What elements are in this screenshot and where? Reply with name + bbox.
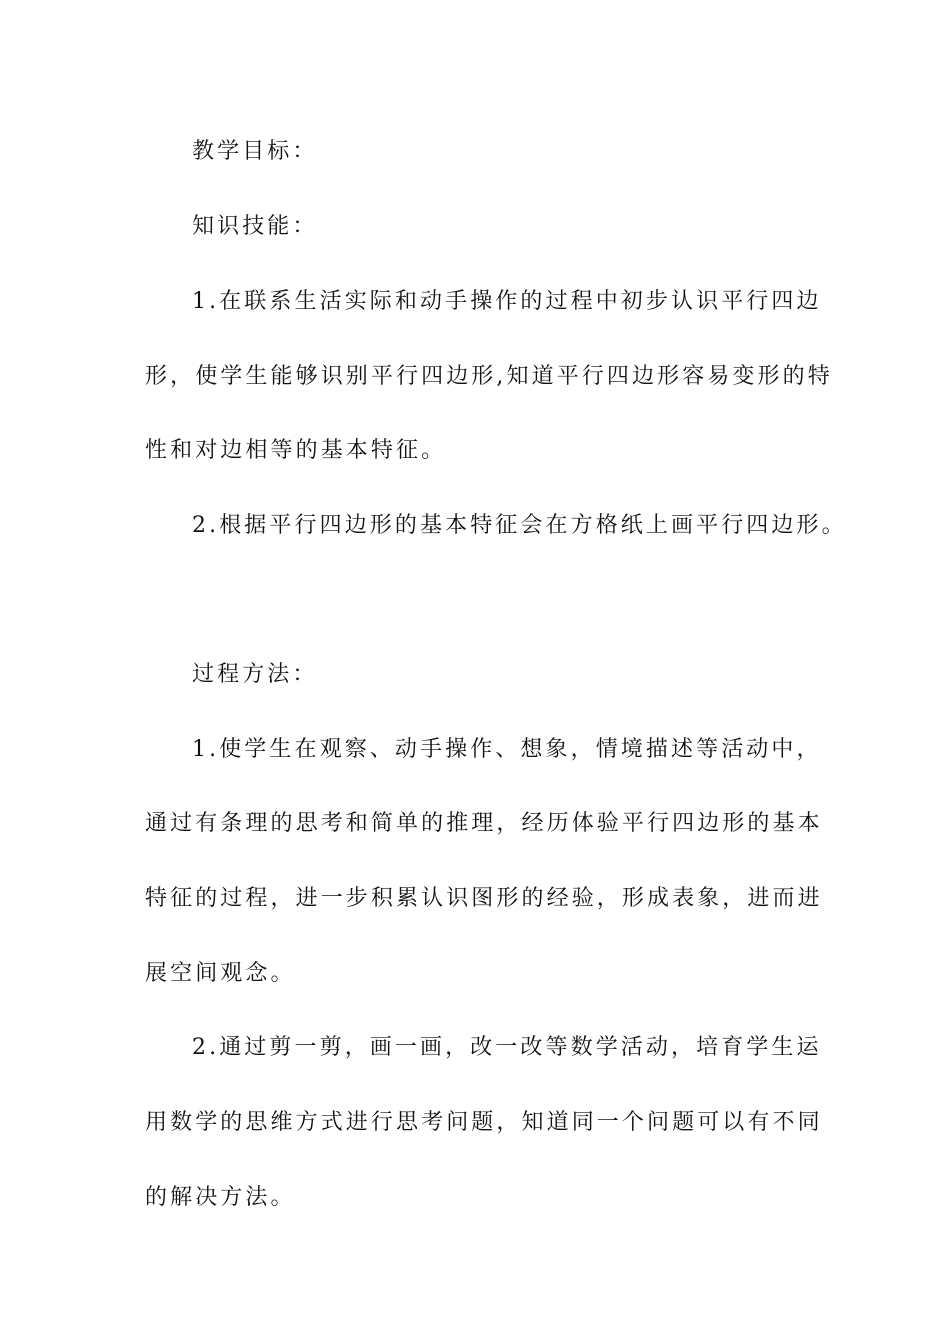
paragraph-line: 用数学的思维方式进行思考问题，知道同一个问题可以有不同	[145, 1110, 823, 1135]
paragraph-line: 2.根据平行四边形的基本特征会在方格纸上画平行四边形。	[192, 513, 847, 538]
heading-teaching-objectives: 教学目标：	[192, 139, 318, 164]
paragraph-line: 通过有条理的思考和简单的推理，经历体验平行四边形的基本	[145, 811, 823, 836]
paragraph-line: 的解决方法。	[145, 1185, 296, 1210]
paragraph-line: 形，使学生能够识别平行四边形,知道平行四边形容易变形的特	[145, 364, 833, 389]
paragraph-line: 1.在联系生活实际和动手操作的过程中初步认识平行四边	[192, 289, 822, 314]
heading-knowledge-skills: 知识技能：	[192, 214, 318, 239]
heading-process-methods: 过程方法：	[192, 662, 318, 687]
paragraph-line: 特征的过程，进一步积累认识图形的经验，形成表象，进而进	[145, 886, 823, 911]
paragraph-line: 性和对边相等的基本特征。	[145, 438, 447, 463]
paragraph-line: 1.使学生在观察、动手操作、想象，情境描述等活动中，	[192, 737, 822, 762]
paragraph-line: 展空间观念。	[145, 961, 296, 986]
paragraph-line: 2.通过剪一剪，画一画，改一改等数学活动，培育学生运	[192, 1035, 822, 1060]
